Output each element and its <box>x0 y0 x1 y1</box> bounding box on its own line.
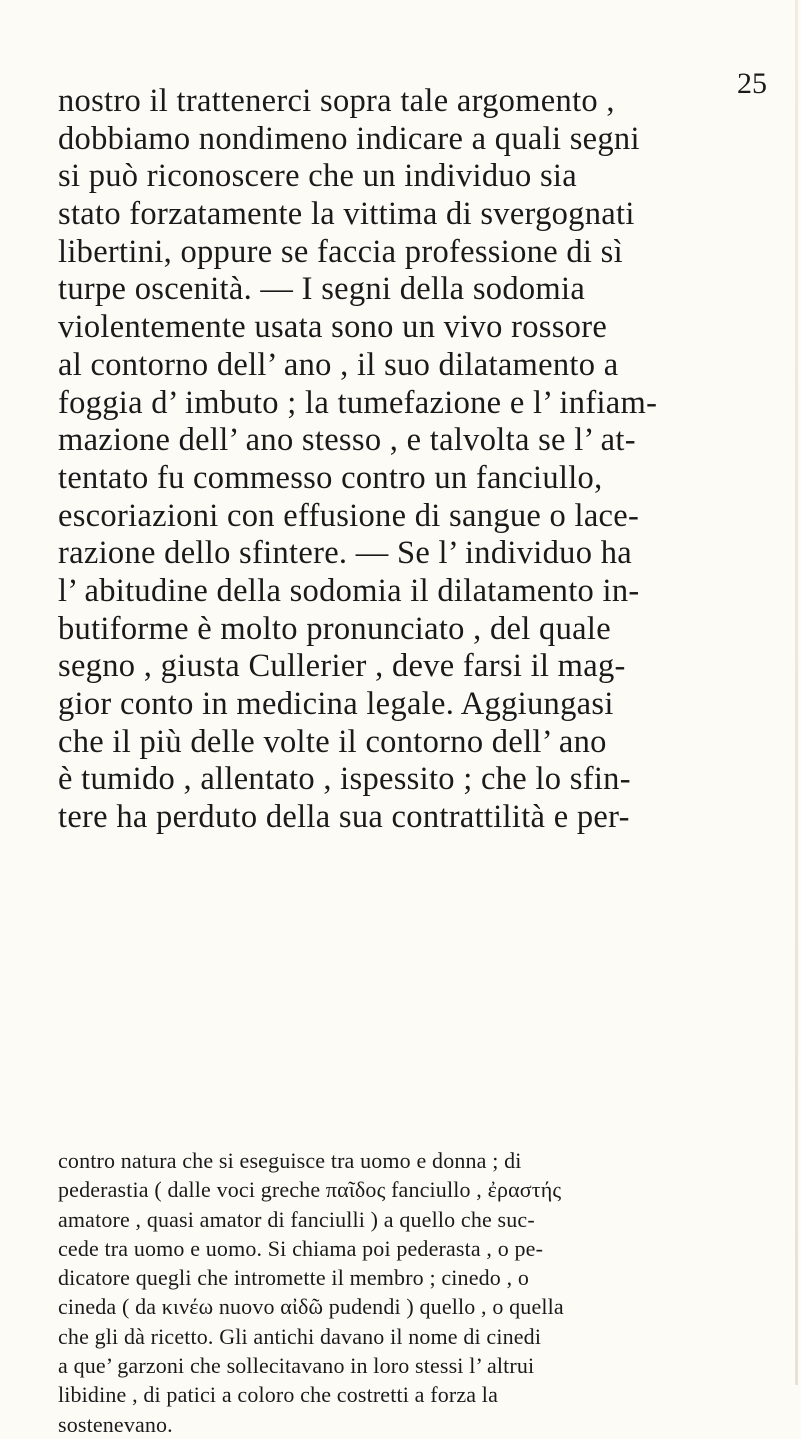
body-line: mazione dell’ ano stesso , e talvolta se l’ at- <box>58 422 636 459</box>
body-line: libertini, oppure se faccia professione di sì <box>58 233 623 270</box>
body-line: tentato fu commesso contro un fanciullo, <box>58 459 603 496</box>
body-line: è tumido , allentato , ispessito ; che lo sfin- <box>58 761 631 798</box>
footnote-line: libidine , di patici a coloro che costretti a forza la <box>58 1382 498 1408</box>
footnote-line: cede tra uomo e uomo. Si chiama poi pederasta , o pe- <box>58 1235 544 1261</box>
footnote-line: che gli dà ricetto. Gli antichi davano il nome di cinedi <box>58 1323 542 1349</box>
body-line: nostro il trattenerci sopra tale argomento , <box>58 83 615 119</box>
body-line: che il più delle volte il contorno dell’ ano <box>58 723 607 760</box>
body-line: si può riconoscere che un individuo sia <box>58 158 577 195</box>
body-line: segno , giusta Cullerier , deve farsi il mag- <box>58 648 626 685</box>
body-line: turpe oscenità. — I segni della sodomia <box>58 271 586 308</box>
body-line: al contorno dell’ ano , il suo dilatamento a <box>58 346 619 383</box>
body-line: l’ abitudine della sodomia il dilatamento in- <box>58 572 640 609</box>
footnote-line: pederastia ( dalle voci greche παῖδος fanciullo , ἐραστής <box>58 1177 562 1203</box>
body-text <box>58 83 768 837</box>
footnote-text <box>58 1146 768 1439</box>
footnote-line: sostenevano. <box>58 1411 173 1437</box>
body-line: tere ha perduto della sua contrattilità e per- <box>58 799 630 836</box>
page-number: 25 <box>737 67 767 100</box>
footnote-line: amatore , quasi amator di fanciulli ) a quello che suc- <box>58 1206 535 1232</box>
body-line: razione dello sfintere. — Se l’ individuo ha <box>58 535 632 572</box>
page-edge <box>795 0 798 1385</box>
body-line: gior conto in medicina legale. Aggiungasi <box>58 686 614 722</box>
body-line: escoriazioni con effusione di sangue o lace- <box>58 497 640 534</box>
body-line: foggia d’ imbuto ; la tumefazione e l’ infiam- <box>58 384 658 421</box>
body-line: dobbiamo nondimeno indicare a quali segni <box>58 120 640 157</box>
footnote-line: contro natura che si eseguisce tra uomo e donna ; di <box>58 1148 522 1173</box>
footnote-line: cineda ( da κινέω nuovo αἰδῶ pudendi ) quello , o quella <box>58 1294 564 1320</box>
footnote-line: dicatore quegli che intromette il membro ; cinedo , o <box>58 1265 530 1291</box>
footnote-line: a que’ garzoni che sollecitavano in loro stessi l’ altrui <box>58 1353 535 1379</box>
body-line: violentemente usata sono un vivo rossore <box>58 309 608 346</box>
body-line: butiforme è molto pronunciato , del quale <box>58 610 611 647</box>
body-line: stato forzatamente la vittima di svergognati <box>58 196 635 233</box>
